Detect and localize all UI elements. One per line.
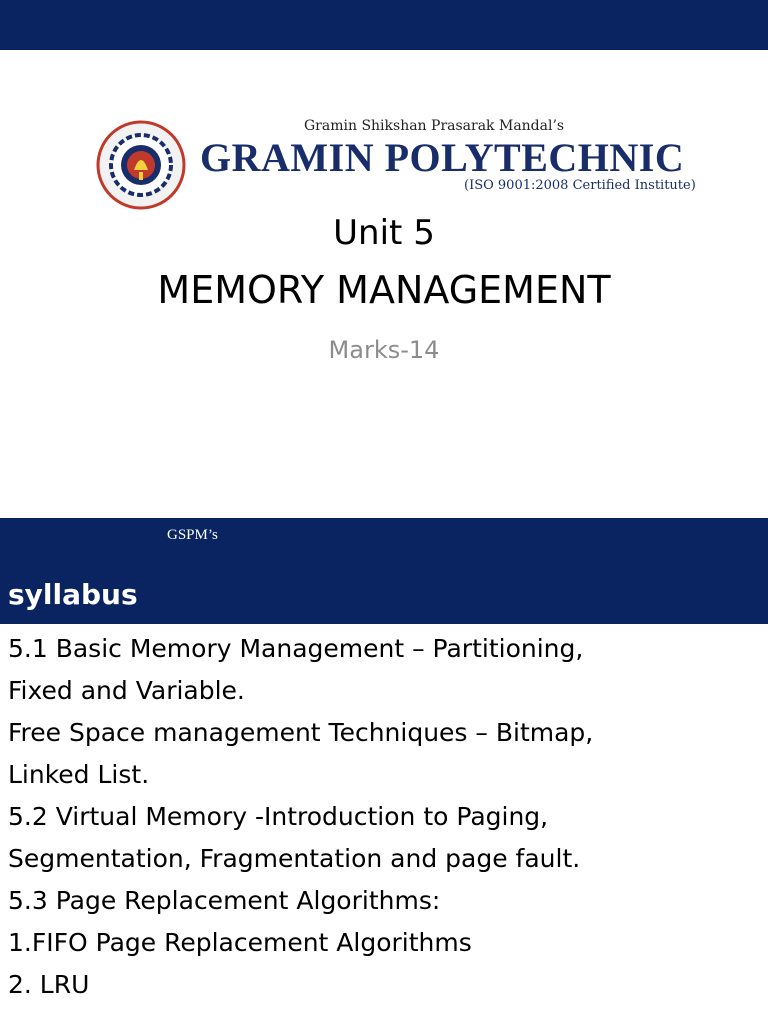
syllabus-line: 5.1 Basic Memory Management – Partitioning, [8,634,584,663]
footer-label: GSPM’s [167,527,218,543]
institute-emblem-icon [96,120,186,210]
syllabus-list [8,628,748,1006]
org-certification: (ISO 9001:2008 Certified Institute) [464,178,696,193]
slide-title: MEMORY MANAGEMENT [157,268,611,312]
syllabus-line: 5.2 Virtual Memory -Introduction to Paging, [8,802,549,831]
marks-subtitle: Marks-14 [328,336,440,364]
institute-logo [96,110,696,220]
syllabus-line: Free Space management Techniques – Bitmap, [8,718,594,747]
top-band [0,0,768,50]
unit-title: Unit 5 [333,213,435,253]
syllabus-line: 1.FIFO Page Replacement Algorithms [8,928,472,957]
syllabus-line: Segmentation, Fragmentation and page fault. [8,844,581,873]
org-name: GRAMIN POLYTECHNIC [200,135,685,180]
org-caption: Gramin Shikshan Prasarak Mandal’s [304,118,565,134]
syllabus-heading: syllabus [8,578,138,611]
syllabus-line: 5.3 Page Replacement Algorithms: [8,886,441,915]
syllabus-line: 2. LRU [8,970,90,999]
syllabus-line: Fixed and Variable. [8,676,245,705]
syllabus-line: Linked List. [8,760,150,789]
